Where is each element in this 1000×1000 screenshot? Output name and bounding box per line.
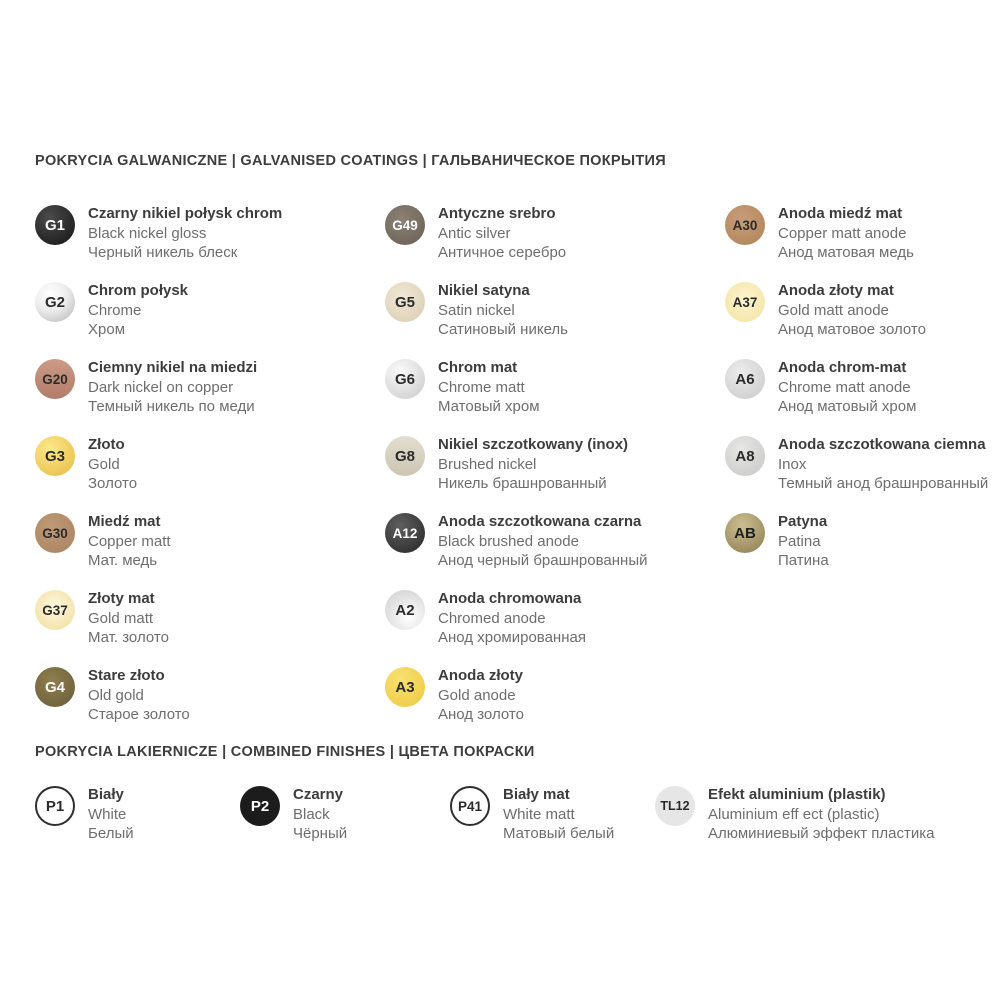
finish-item — [725, 204, 1000, 262]
finish-name-en: Inox — [778, 455, 807, 473]
finish-item — [385, 204, 725, 262]
finish-name-ru: Никель брашнрованный — [438, 475, 607, 492]
finish-code: G2 — [44, 293, 65, 311]
finish-swatch — [35, 436, 75, 476]
finish-name-en: White matt — [503, 805, 575, 823]
finish-name-pl: Patyna — [778, 513, 828, 530]
finish-item — [35, 589, 385, 647]
finish-name-pl: Ciemny nikiel na miedzi — [88, 359, 258, 376]
finish-item — [35, 512, 385, 570]
finish-item — [35, 785, 240, 843]
finish-name-en: Brushed nickel — [438, 455, 537, 473]
finish-labels — [503, 785, 614, 843]
galvanised-coatings-section-title: POKRYCIA GALWANICZNE | GALVANISED COATINGS | ГАЛЬВАНИЧЕСКОЕ ПОКРЫТИЯ — [35, 153, 666, 169]
galvanised-coatings-grid — [35, 204, 1000, 743]
finish-name-en: Black brushed anode — [438, 532, 579, 550]
finish-labels — [88, 512, 171, 570]
finish-name-pl: Anoda szczotkowana czarna — [438, 513, 642, 530]
finish-name-pl: Nikiel satyna — [438, 282, 530, 299]
finish-item — [240, 785, 450, 843]
finish-swatch — [385, 436, 425, 476]
finish-labels — [88, 435, 137, 493]
finish-name-en: Patina — [778, 532, 821, 550]
finish-code: G8 — [394, 447, 415, 465]
finish-labels — [88, 358, 257, 416]
finish-name-pl: Antyczne srebro — [438, 205, 556, 222]
finish-labels — [88, 785, 134, 843]
finish-name-ru: Анод черный брашнрованный — [438, 552, 648, 569]
finish-name-en: Chrome matt — [438, 378, 525, 396]
finish-name-ru: Сатиновый никель — [438, 321, 568, 338]
finish-name-ru: Матовый белый — [503, 825, 615, 842]
finish-name-ru: Хром — [88, 321, 126, 338]
finish-item — [35, 358, 385, 416]
finish-labels — [438, 281, 568, 339]
finish-labels — [778, 204, 914, 262]
finish-name-pl: Efekt aluminium (plastik) — [708, 786, 886, 803]
finish-swatch — [725, 282, 765, 322]
galvanised-column-3 — [725, 204, 1000, 589]
finish-item — [725, 435, 1000, 493]
finish-name-en: Antic silver — [438, 224, 511, 242]
finish-item — [35, 435, 385, 493]
finish-name-ru: Темный анод брашнрованный — [778, 475, 989, 492]
finish-name-ru: Анод матовый хром — [778, 398, 917, 415]
finish-labels — [438, 589, 586, 647]
finish-item — [655, 785, 1000, 843]
finish-swatch — [725, 359, 765, 399]
finish-code: G6 — [394, 370, 415, 388]
finish-swatch — [385, 205, 425, 245]
finish-labels — [88, 281, 188, 339]
finish-name-pl: Anoda złoty mat — [778, 282, 894, 299]
finish-labels — [438, 666, 524, 724]
finish-swatch — [725, 205, 765, 245]
finish-code: A12 — [392, 525, 418, 541]
finish-swatch — [35, 786, 75, 826]
finish-item — [35, 666, 385, 724]
finish-code: G4 — [44, 678, 65, 696]
finish-name-en: Copper matt anode — [778, 224, 907, 242]
finish-name-en: Black — [293, 805, 330, 823]
finish-code: A8 — [735, 447, 755, 465]
finish-code: G1 — [44, 216, 65, 234]
finish-item — [385, 358, 725, 416]
finish-name-pl: Biały — [88, 786, 124, 803]
finish-name-en: Gold anode — [438, 686, 516, 704]
finish-swatch — [385, 282, 425, 322]
finish-swatch — [240, 786, 280, 826]
finish-name-en: Dark nickel on copper — [88, 378, 234, 396]
finish-item — [35, 281, 385, 339]
finish-name-en: Chrome — [88, 301, 142, 319]
finish-name-ru: Античное серебро — [438, 244, 567, 261]
finish-labels — [778, 435, 988, 493]
finish-code: G49 — [392, 217, 418, 233]
finish-name-ru: Черный никель блеск — [88, 244, 238, 261]
finish-labels — [708, 785, 934, 843]
finish-name-en: Gold — [88, 455, 120, 473]
finish-code: G3 — [44, 447, 65, 465]
finish-code: A2 — [395, 601, 415, 619]
finish-swatch — [35, 590, 75, 630]
finish-swatch — [35, 667, 75, 707]
finish-labels — [438, 512, 647, 570]
finish-name-pl: Stare złoto — [88, 667, 165, 684]
finish-name-ru: Анод золото — [438, 706, 524, 723]
finish-name-ru: Анод хромированная — [438, 629, 586, 646]
finish-item — [385, 589, 725, 647]
finish-swatch — [385, 359, 425, 399]
finish-name-en: Old gold — [88, 686, 144, 704]
finish-labels — [293, 785, 347, 843]
finish-name-en: Aluminium eff ect (plastic) — [708, 805, 880, 823]
finish-swatch — [35, 359, 75, 399]
finish-name-ru: Анод матовое золото — [778, 321, 926, 338]
finish-name-ru: Белый — [88, 825, 134, 842]
finish-labels — [88, 204, 282, 262]
finish-name-pl: Czarny nikiel połysk chrom — [88, 205, 283, 222]
finish-name-en: Black nickel gloss — [88, 224, 207, 242]
finish-name-pl: Miedź mat — [88, 513, 161, 530]
finish-code: P1 — [45, 797, 65, 815]
finish-name-ru: Анод матовая медь — [778, 244, 914, 261]
finish-name-pl: Anoda chrom-mat — [778, 359, 907, 376]
finish-code: P2 — [250, 797, 270, 815]
finish-name-en: Satin nickel — [438, 301, 515, 319]
finish-swatch — [35, 513, 75, 553]
finish-swatch — [385, 513, 425, 553]
finish-labels — [438, 435, 628, 493]
finish-item — [35, 204, 385, 262]
finish-name-en: Chromed anode — [438, 609, 546, 627]
finish-item — [450, 785, 655, 843]
finish-item — [725, 512, 1000, 570]
finish-code: G5 — [394, 293, 415, 311]
finish-name-en: Chrome matt anode — [778, 378, 911, 396]
combined-finishes-section-title: POKRYCIA LAKIERNICZE | COMBINED FINISHES | ЦВЕТА ПОКРАСКИ — [35, 744, 535, 760]
finish-name-pl: Złoto — [88, 436, 125, 453]
finish-name-pl: Nikiel szczotkowany (inox) — [438, 436, 629, 453]
finish-name-ru: Мат. золото — [88, 629, 169, 646]
finish-code: AB — [734, 524, 756, 542]
finish-item — [725, 281, 1000, 339]
finish-name-en: White — [88, 805, 127, 823]
finish-item — [385, 512, 725, 570]
finish-labels — [438, 204, 566, 262]
finish-name-ru: Темный никель по меди — [88, 398, 255, 415]
finish-name-ru: Алюминиевый эффект пластика — [708, 825, 935, 842]
finish-swatch — [725, 513, 765, 553]
finish-labels — [88, 666, 190, 724]
finish-labels — [778, 281, 926, 339]
finish-code: A3 — [395, 678, 415, 696]
finish-labels — [88, 589, 169, 647]
finish-name-pl: Biały mat — [503, 786, 570, 803]
finish-swatch — [35, 205, 75, 245]
finish-name-pl: Anoda złoty — [438, 667, 523, 684]
finish-code: TL12 — [660, 799, 690, 813]
finish-name-pl: Chrom mat — [438, 359, 518, 376]
finish-code: A37 — [732, 294, 758, 310]
finish-name-ru: Патина — [778, 552, 829, 569]
finish-name-ru: Золото — [88, 475, 138, 492]
finish-name-en: Copper matt — [88, 532, 171, 550]
finish-labels — [778, 512, 829, 570]
finish-swatch — [725, 436, 765, 476]
finish-labels — [778, 358, 916, 416]
finish-swatch — [450, 786, 490, 826]
finish-name-pl: Chrom połysk — [88, 282, 189, 299]
finish-code: P41 — [457, 798, 483, 814]
finish-name-ru: Старое золото — [88, 706, 190, 723]
finish-name-pl: Anoda szczotkowana ciemna — [778, 436, 986, 453]
finish-item — [725, 358, 1000, 416]
finish-item — [385, 435, 725, 493]
galvanised-column-2 — [385, 204, 725, 743]
finish-name-pl: Anoda chromowana — [438, 590, 582, 607]
finish-name-pl: Złoty mat — [88, 590, 155, 607]
finish-code: A6 — [735, 370, 755, 388]
finish-code: G30 — [42, 525, 68, 541]
finish-name-en: Gold matt anode — [778, 301, 889, 319]
finish-name-ru: Чёрный — [293, 825, 348, 842]
finish-name-en: Gold matt — [88, 609, 154, 627]
finish-code: A30 — [732, 217, 758, 233]
finish-name-pl: Czarny — [293, 786, 344, 803]
finish-labels — [438, 358, 540, 416]
galvanised-column-1 — [35, 204, 385, 743]
finish-name-ru: Матовый хром — [438, 398, 540, 415]
finish-code: G37 — [42, 602, 68, 618]
finish-item — [385, 666, 725, 724]
finish-code: G20 — [42, 371, 68, 387]
combined-row — [35, 785, 1000, 843]
finish-swatch — [35, 282, 75, 322]
finish-name-pl: Anoda miedź mat — [778, 205, 903, 222]
finish-swatch — [385, 667, 425, 707]
finish-item — [385, 281, 725, 339]
finish-swatch — [655, 786, 695, 826]
finish-name-ru: Мат. медь — [88, 552, 158, 569]
finish-swatch — [385, 590, 425, 630]
